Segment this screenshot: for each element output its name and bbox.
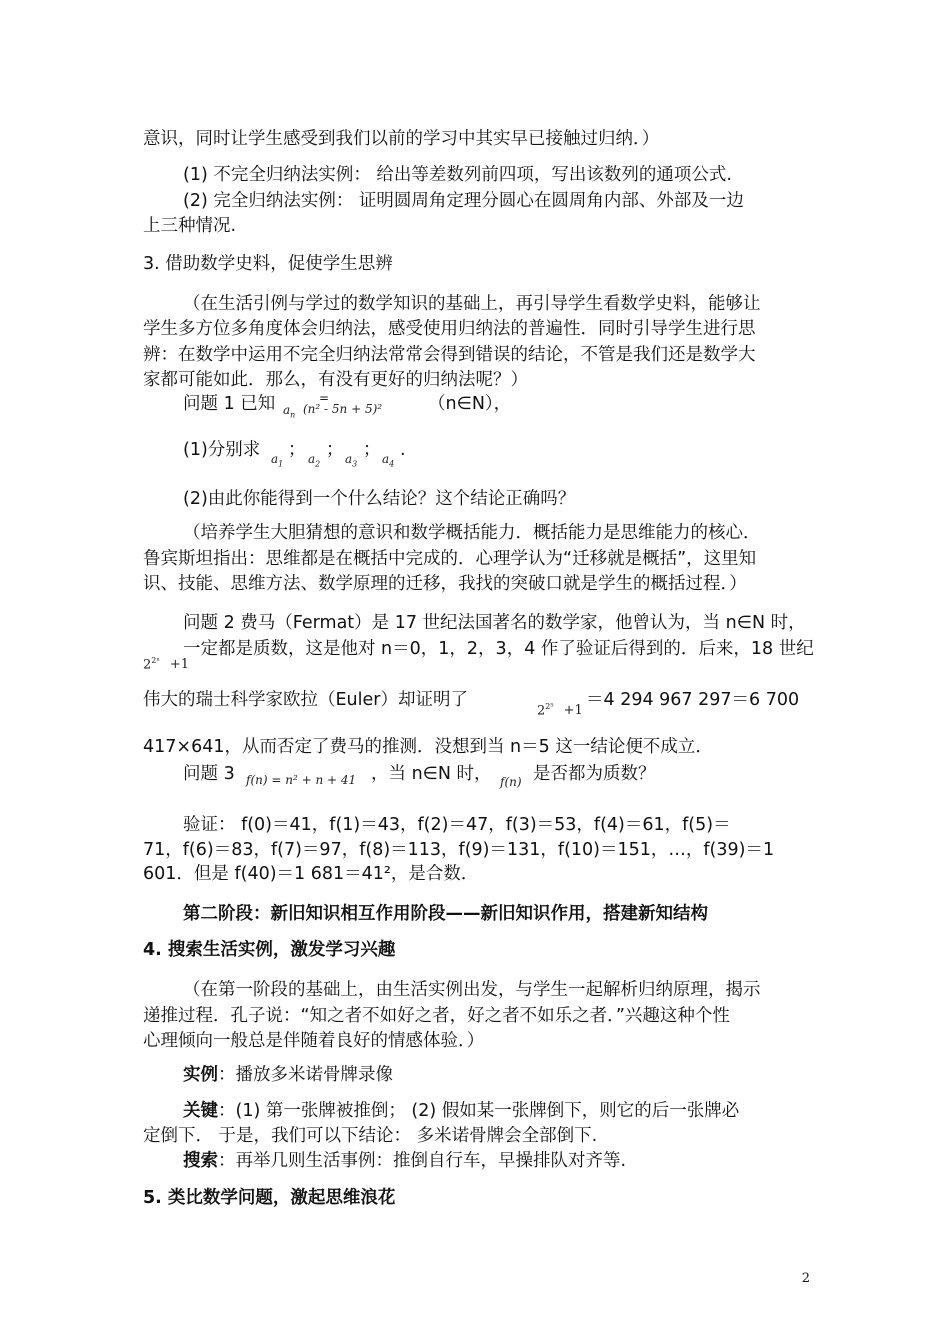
separator: ； bbox=[326, 440, 344, 460]
term-a2: $a_2$ bbox=[308, 452, 321, 469]
section-heading: 3. 借助数学史料，促使学生思辨 bbox=[143, 254, 393, 274]
period: . bbox=[400, 440, 406, 460]
problem-1-condition: （n∈N）， bbox=[428, 394, 512, 414]
paragraph-line: 递推过程．孔子说：“知之者不如好之者，好之者不如乐之者．”兴趣这种个性 bbox=[143, 1006, 730, 1026]
paragraph-line: （培养学生大胆猜想的意识和数学概括能力．概括能力是思维能力的核心． bbox=[183, 523, 761, 543]
formula-fn: f(n) bbox=[500, 775, 522, 789]
fermat-number: $2^{2^n} +1$ bbox=[143, 656, 190, 673]
problem-2-line: 417×641，从而否定了费马的推测．没想到当 n＝5 这一结论便不成立． bbox=[143, 737, 713, 757]
paragraph-line: 家都可能如此．那么，有没有更好的归纳法呢？） bbox=[143, 370, 528, 390]
separator: ； bbox=[288, 440, 306, 460]
paragraph-line: 上三种情况. bbox=[143, 216, 237, 236]
problem-2-line: 一定都是质数，这是他对 n＝0，1，2，3，4 作了验证后得到的．后来，18 世纪 bbox=[183, 639, 814, 659]
example-line: 实例：播放多米诺骨牌录像 bbox=[183, 1065, 393, 1085]
problem-2-line: ＝4 294 967 297＝6 700 bbox=[586, 690, 800, 710]
verification-line: 验证： f(0)＝41，f(1)＝43，f(2)＝47，f(3)＝53，f(4)＝61，f(5)＝ bbox=[183, 815, 731, 835]
problem-2-line: 伟大的瑞士科学家欧拉（Euler）却证明了 bbox=[143, 690, 468, 710]
paragraph-line: 辨：在数学中运用不完全归纳法常常会得到错误的结论，不管是我们还是数学大 bbox=[143, 345, 756, 365]
paragraph-line: (2) 完全归纳法实例： 证明圆周角定理分圆心在圆周角内部、外部及一边 bbox=[183, 191, 744, 211]
verification-line: 601．但是 f(40)＝1 681＝41²，是合数． bbox=[143, 864, 479, 884]
paragraph-line: （在生活引例与学过的数学知识的基础上，再引导学生看数学史料，能够让 bbox=[183, 294, 761, 314]
paragraph-line: 意识，同时让学生感受到我们以前的学习中其实早已接触过归纳．） bbox=[143, 129, 660, 149]
problem-1-label: 问题 1 已知 bbox=[183, 394, 276, 414]
verification-line: 71，f(6)＝83，f(7)＝97，f(8)＝113，f(9)＝131，f(10)＝151，…，f(39)＝1 bbox=[143, 840, 775, 860]
key-line: 关键：(1) 第一张牌被推倒； (2) 假如某一张牌倒下，则它的后一张牌必 bbox=[183, 1101, 740, 1121]
paragraph-line: （在第一阶段的基础上，由生活实例出发，与学生一起解析归纳原理，揭示 bbox=[183, 980, 761, 1000]
problem-3-condition: ，当 n∈N 时， bbox=[371, 764, 492, 784]
section-heading: 5. 类比数学问题，激起思维浪花 bbox=[143, 1188, 396, 1208]
separator: ； bbox=[363, 440, 381, 460]
paragraph-line: 识、技能、思维方法、数学原理的迁移，我找的突破口就是学生的概括过程．） bbox=[143, 574, 747, 594]
problem-3-question: 是否都为质数？ bbox=[533, 764, 656, 784]
search-line: 搜索：再举几则生活事例：推倒自行车，早操排队对齐等. bbox=[183, 1151, 627, 1171]
paragraph-line: 心理倾向一般总是伴随着良好的情感体验．） bbox=[143, 1031, 485, 1051]
problem-1-part-2: (2)由此你能得到一个什么结论？这个结论正确吗？ bbox=[183, 489, 576, 509]
page-number: 2 bbox=[801, 1271, 810, 1286]
paragraph-line: (1) 不完全归纳法实例： 给出等差数列前四项，写出该数列的通项公式. bbox=[183, 165, 732, 185]
formula-an: $a_n$ bbox=[283, 403, 296, 420]
problem-1-part-1: (1)分别求 bbox=[183, 440, 261, 460]
euler-number: $2^{2^5} +1$ bbox=[537, 702, 583, 719]
equals-sign: = bbox=[319, 391, 330, 405]
term-a4: $a_4$ bbox=[382, 452, 395, 469]
key-line: 定倒下． 于是，我们可以下结论： 多米诺骨牌会全部倒下. bbox=[143, 1126, 598, 1146]
paragraph-line: 学生多方位多角度体会归纳法，感受使用归纳法的普遍性．同时引导学生进行思 bbox=[143, 319, 756, 339]
formula-fn-def: f(n) = n² + n + 41 bbox=[246, 773, 357, 787]
section-heading: 4. 搜索生活实例，激发学习兴趣 bbox=[143, 940, 396, 960]
term-a3: $a_3$ bbox=[345, 452, 358, 469]
paragraph-line: 鲁宾斯坦指出：思维都是在概括中完成的．心理学认为“迁移就是概括”，这里知 bbox=[143, 549, 757, 569]
stage-heading: 第二阶段：新旧知识相互作用阶段——新旧知识作用，搭建新知结构 bbox=[183, 904, 708, 924]
problem-3-label: 问题 3 bbox=[183, 764, 235, 784]
term-a1: $a_1$ bbox=[271, 452, 284, 469]
formula-an-rhs: (n² - 5n + 5)² bbox=[303, 402, 383, 416]
problem-2-line: 问题 2 费马（Fermat）是 17 世纪法国著名的数学家，他曾认为，当 n∈N 时， bbox=[183, 613, 806, 633]
